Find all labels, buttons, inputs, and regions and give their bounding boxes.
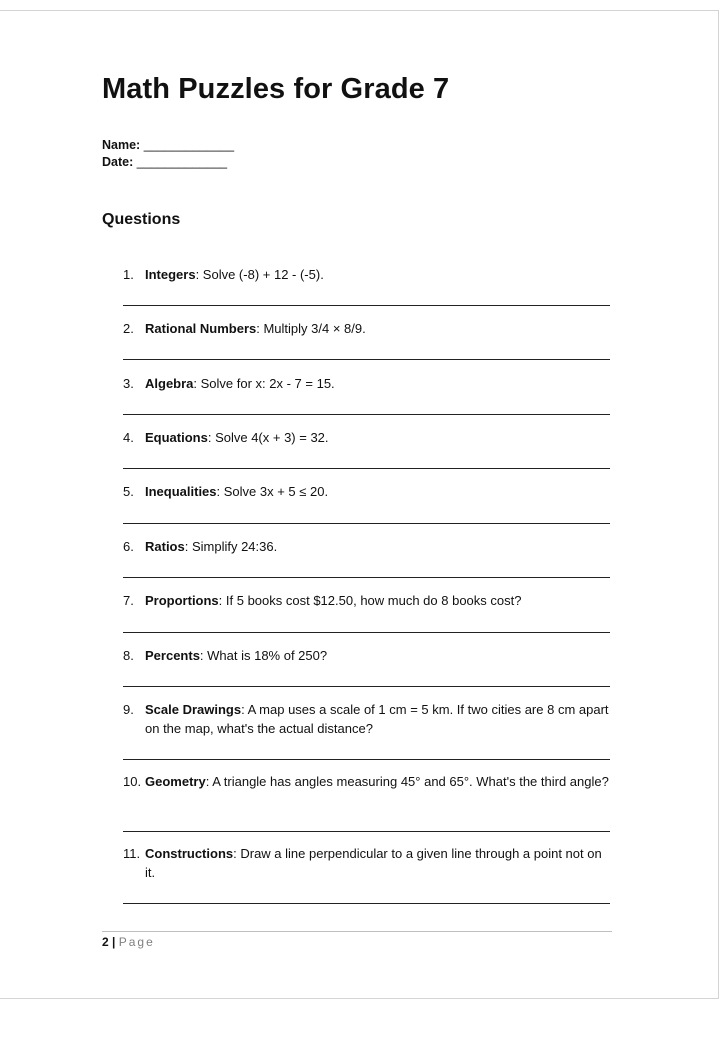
- question-number: 1.: [123, 267, 134, 282]
- question-item: [123, 319, 612, 338]
- question-body: : Solve 4(x + 3) = 32.: [207, 430, 329, 445]
- page-word: Page: [118, 935, 155, 949]
- question-body: : Simplify 24:36.: [184, 539, 278, 554]
- question-body: : Multiply 3/4 × 8/9.: [256, 321, 366, 336]
- document-page: [0, 10, 719, 999]
- question-body: : Solve for x: 2x - 7 = 15.: [193, 376, 335, 391]
- footer-separator: |: [108, 935, 119, 949]
- answer-line[interactable]: [123, 686, 610, 687]
- answer-line[interactable]: [123, 359, 610, 360]
- question-number: 11.: [123, 846, 141, 861]
- answer-line[interactable]: [123, 414, 610, 415]
- question-number: 10.: [123, 774, 142, 789]
- question-body: : Draw a line perpendicular to a given line through a point not on it.: [145, 846, 602, 880]
- question-item: [123, 265, 612, 284]
- question-topic: Integers: [145, 267, 196, 282]
- date-row: [102, 154, 612, 171]
- question-text: [123, 265, 612, 284]
- question-body: : If 5 books cost $12.50, how much do 8 books cost?: [218, 593, 522, 608]
- question-body: : Solve 3x + 5 ≤ 20.: [216, 484, 329, 499]
- name-row: [102, 137, 612, 154]
- question-number: 6.: [123, 539, 134, 554]
- question-topic: Percents: [145, 648, 200, 663]
- question-text: [123, 844, 612, 882]
- question-text: [123, 700, 612, 738]
- student-info: [102, 137, 612, 171]
- answer-line[interactable]: [123, 759, 610, 760]
- question-text: [123, 482, 612, 501]
- question-topic: Constructions: [145, 846, 234, 861]
- date-label: Date:: [102, 155, 134, 169]
- question-item: [123, 428, 612, 447]
- question-topic: Proportions: [145, 593, 219, 608]
- question-item: [123, 591, 612, 610]
- question-text: [123, 374, 612, 393]
- date-blank[interactable]: _____________: [136, 155, 228, 169]
- answer-line[interactable]: [123, 468, 610, 469]
- answer-line[interactable]: [123, 523, 610, 524]
- answer-line[interactable]: [123, 305, 610, 306]
- question-topic: Ratios: [145, 539, 185, 554]
- section-heading: Questions: [102, 211, 181, 228]
- question-text: [123, 591, 612, 610]
- question-number: 5.: [123, 484, 134, 499]
- question-text: [123, 319, 612, 338]
- question-item: [123, 482, 612, 501]
- answer-line[interactable]: [123, 632, 610, 633]
- question-topic: Equations: [145, 430, 208, 445]
- document-body: [102, 67, 612, 949]
- question-item: [123, 844, 612, 882]
- question-text: [123, 646, 612, 665]
- footer-divider: [102, 931, 612, 932]
- question-body: : A triangle has angles measuring 45° and 65°. What's the third angle?: [205, 774, 609, 789]
- question-number: 3.: [123, 376, 134, 391]
- question-item: [123, 374, 612, 393]
- question-body: : Solve (-8) + 12 - (-5).: [195, 267, 324, 282]
- question-number: 9.: [123, 702, 134, 717]
- question-number: 2.: [123, 321, 134, 336]
- answer-line[interactable]: [123, 577, 610, 578]
- answer-line[interactable]: [123, 831, 610, 832]
- question-topic: Inequalities: [145, 484, 217, 499]
- page-footer: [102, 934, 155, 950]
- question-text: [123, 428, 612, 447]
- page-title: Math Puzzles for Grade 7: [102, 73, 450, 105]
- page-number: 2: [102, 935, 109, 949]
- question-topic: Scale Drawings: [145, 702, 242, 717]
- question-text: [123, 537, 612, 556]
- question-number: 7.: [123, 593, 134, 608]
- question-item: [123, 537, 612, 556]
- question-item: [123, 700, 612, 738]
- question-topic: Geometry: [145, 774, 206, 789]
- question-body: : A map uses a scale of 1 cm = 5 km. If two cities are 8 cm apart on the map, what's the actual distance?: [145, 702, 609, 736]
- question-body: : What is 18% of 250?: [199, 648, 328, 663]
- question-item: [123, 772, 612, 791]
- name-blank[interactable]: _____________: [143, 138, 235, 152]
- question-number: 4.: [123, 430, 134, 445]
- name-label: Name:: [102, 138, 141, 152]
- question-topic: Rational Numbers: [145, 321, 257, 336]
- question-topic: Algebra: [145, 376, 194, 391]
- question-text: [123, 772, 612, 791]
- question-item: [123, 646, 612, 665]
- answer-line[interactable]: [123, 903, 610, 904]
- question-number: 8.: [123, 648, 134, 663]
